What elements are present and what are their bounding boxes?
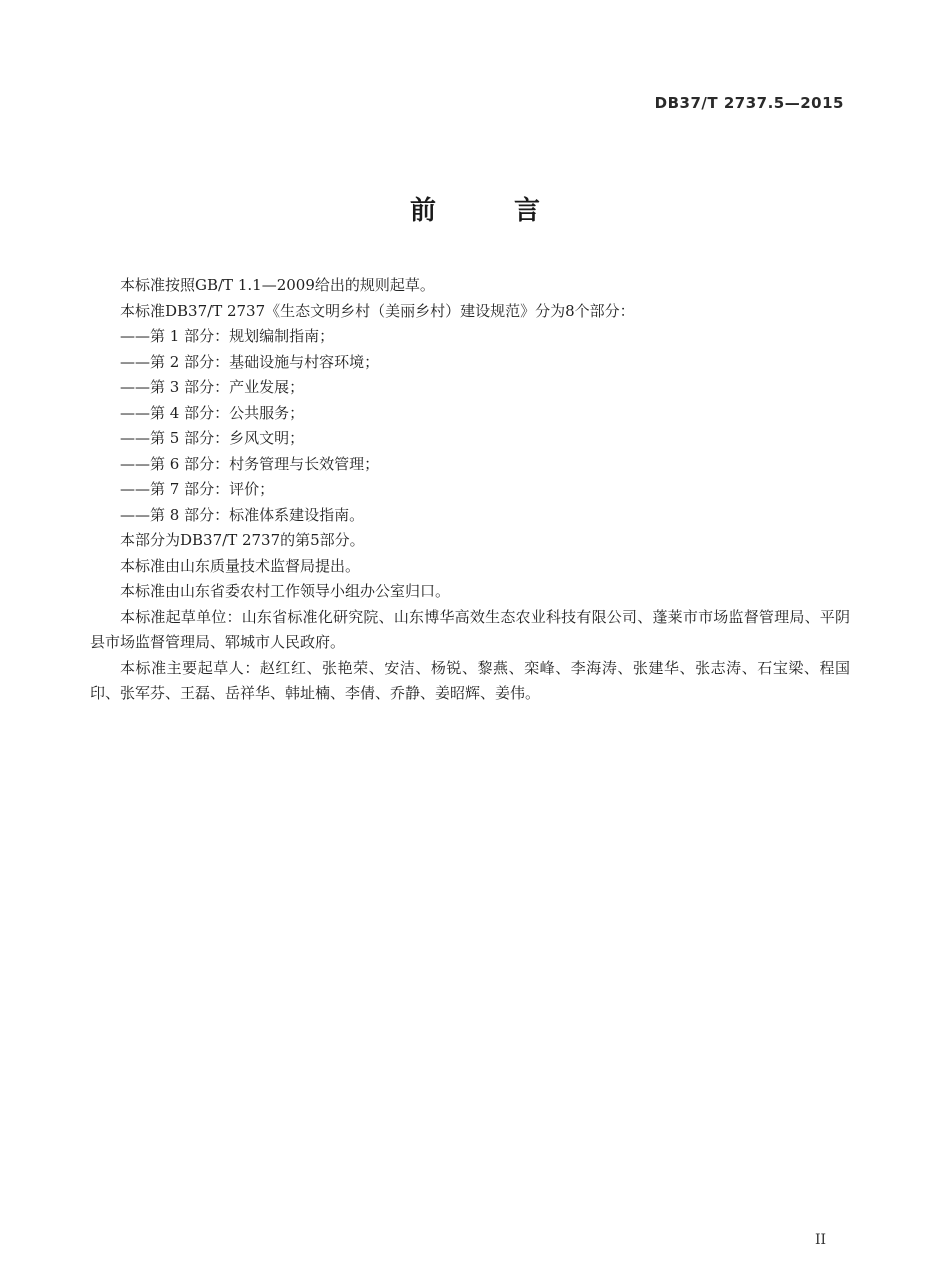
paragraph-administrator: 本标准由山东省委农村工作领导小组办公室归口。 [120,582,451,600]
list-item: ——第 4 部分：公共服务； [120,403,305,422]
paragraph-part-statement: 本部分为DB37/T 2737的第5部分。 [120,531,365,549]
parts-list [90,324,850,528]
paragraph-drafting-rules: 本标准按照GB/T 1.1—2009给出的规则起草。 [120,276,435,294]
page-number: II [814,1232,826,1248]
list-item: ——第 2 部分：基础设施与村容环境； [120,352,380,371]
paragraph-main-drafters: 本标准主要起草人：赵红红、张艳荣、安洁、杨锐、黎燕、栾峰、李海涛、张建华、张志涛、石宝梁、程国印、张军芬、王磊、岳祥华、韩址楠、李倩、乔静、姜昭辉、姜伟。 [90,658,850,702]
standard-code: DB37/T 2737.5—2015 [654,94,844,112]
paragraph-parts-intro: 本标准DB37/T 2737《生态文明乡村（美丽乡村）建设规范》分为8个部分： [120,301,635,320]
foreword-body [90,273,850,707]
list-item: ——第 6 部分：村务管理与长效管理； [120,454,380,473]
list-item: ——第 7 部分：评价； [120,480,275,498]
list-item: ——第 5 部分：乡风文明； [120,429,305,447]
list-item: ——第 1 部分：规划编制指南； [120,327,335,345]
page-title: 前 言 [409,196,566,226]
list-item: ——第 3 部分：产业发展； [120,378,305,396]
paragraph-drafting-units: 本标准起草单位：山东省标准化研究院、山东博华高效生态农业科技有限公司、蓬莱市市场监督管理局、平阴县市场监督管理局、郓城市人民政府。 [90,607,850,651]
list-item: ——第 8 部分：标准体系建设指南。 [120,505,365,524]
paragraph-proposer: 本标准由山东质量技术监督局提出。 [120,556,361,575]
